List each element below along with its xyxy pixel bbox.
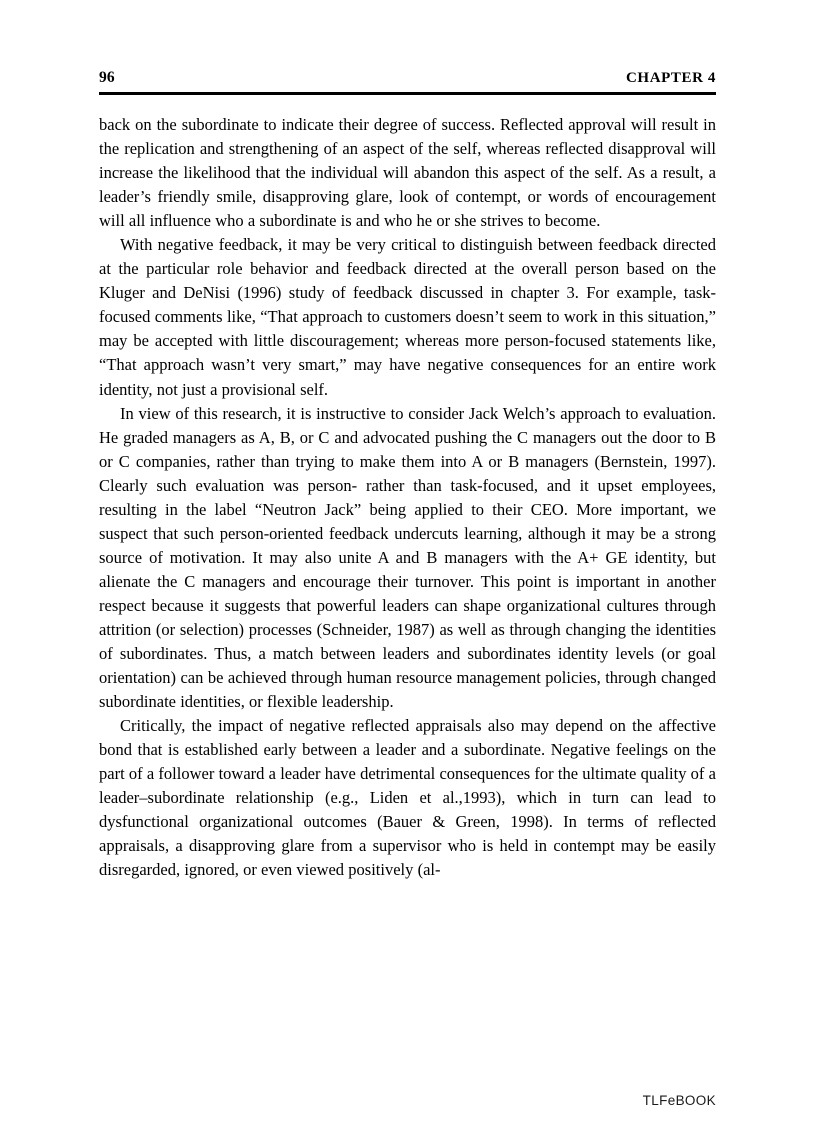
paragraph: With negative feedback, it may be very critical to distinguish between feedback directed at the particular role behavior and feedback directed at the overall person based on the Kluger and DeNisi (1996) study of feedback discussed in chapter 3. For example, task-focused comments like, “That approach to customers doesn’t seem to work in this situation,” may be accepted with little discouragement; whereas more person-focused statements like, “That approach wasn’t very smart,” may have negative consequences for an entire work identity, not just a provisional self.: [99, 235, 716, 399]
body-text: [99, 113, 716, 883]
paragraph: back on the subordinate to indicate their degree of success. Reflected approval will result in the replication and strengthening of an aspect of the self, whereas reflected disapproval will increase the likelihood that the individual will abandon this aspect of the self. As a result, a leader’s friendly smile, disapproving glare, look of contempt, or words of encouragement will all influence who a subordinate is and who he or she strives to become.: [99, 115, 716, 231]
footer-watermark: TLFeBOOK: [642, 1093, 716, 1108]
paragraph: In view of this research, it is instructive to consider Jack Welch’s approach to evaluation. He graded managers as A, B, or C and advocated pushing the C managers out the door to B or C companies, rather than trying to make them into A or B managers (Bernstein, 1997). Clearly such evaluation was person- rather than task-focused, and it upset employees, resulting in the label “Neutron Jack” being applied to their CEO. More important, we suspect that such person-oriented feedback undercuts learning, although it may be a strong source of motivation. It may also unite A and B managers with the A+ GE identity, but alienate the C managers and encourage their turnover. This point is important in another respect because it suggests that powerful leaders can shape organizational cultures through attrition (or selection) processes (Schneider, 1987) as well as through changing the identities of subordinates. Thus, a match between leaders and subordinates identity levels (or goal orientation) can be achieved through human resource management policies, through changed subordinate identities, or flexible leadership.: [99, 403, 716, 712]
running-head: [99, 69, 716, 87]
page-number: 96: [99, 69, 115, 86]
paragraph: Critically, the impact of negative reflected appraisals also may depend on the affective bond that is established early between a leader and a subordinate. Negative feelings on the part of a follower toward a leader have detrimental consequences for the ultimate quality of a leader–subordinate relationship (e.g., Liden et al.,1993), which in turn can lead to dysfunctional organizational outcomes (Bauer & Green, 1998). In terms of reflected appraisals, a disapproving glare from a supervisor who is held in contempt may be easily disregarded, ignored, or even viewed positively (al-: [99, 716, 716, 880]
header-rule: [99, 92, 716, 95]
chapter-title: CHAPTER 4: [626, 70, 716, 86]
